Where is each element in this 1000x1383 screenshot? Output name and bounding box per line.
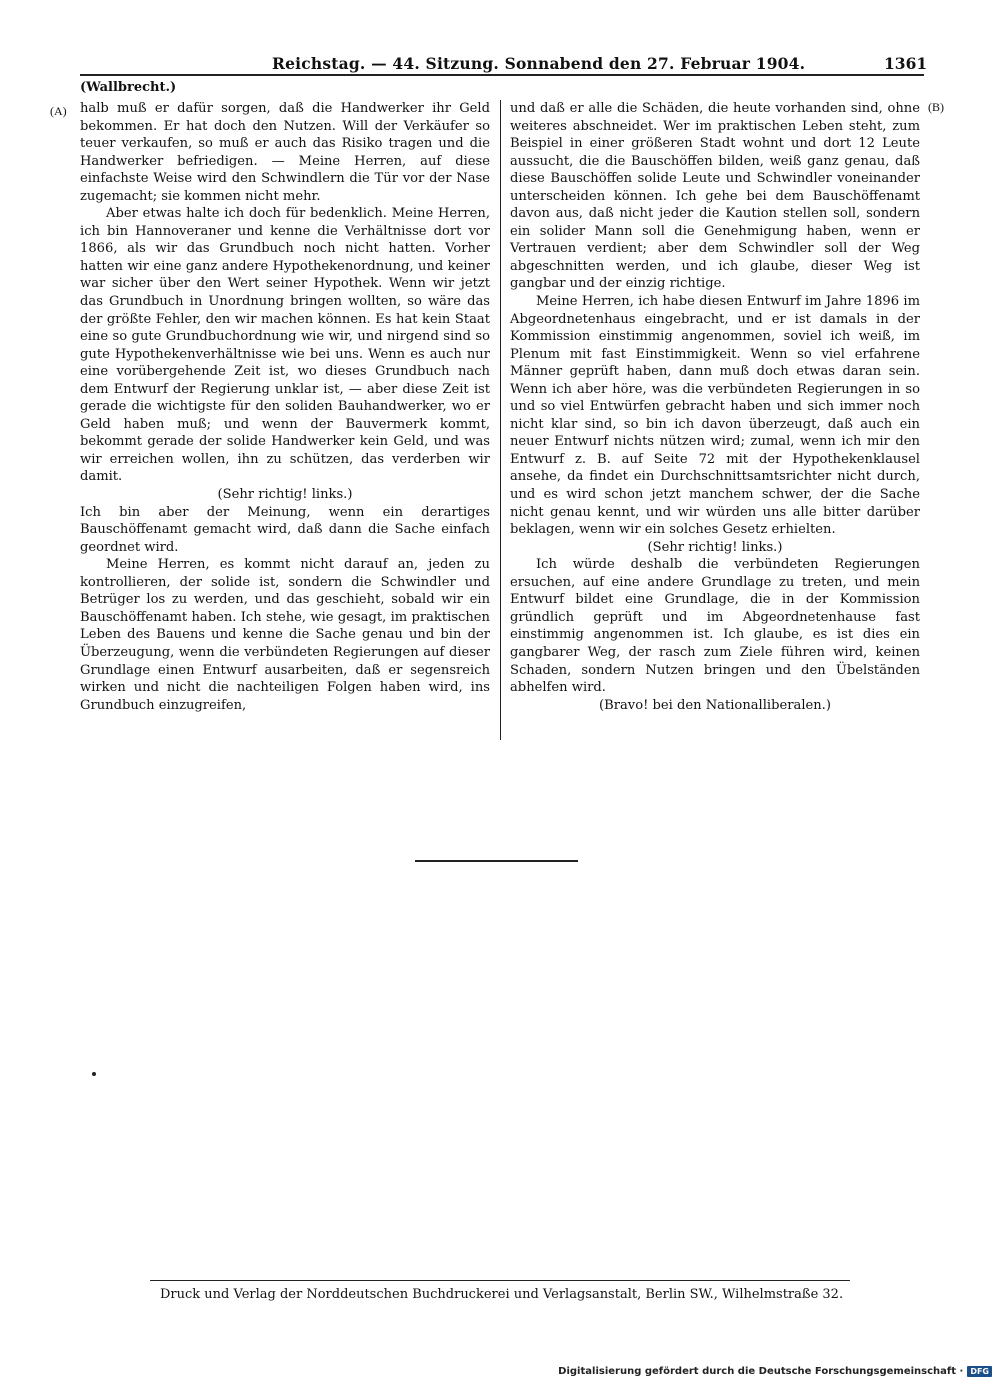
speaker-name: (Wallbrecht.): [80, 80, 177, 95]
paragraph: Ich bin aber der Meinung, wenn ein derartiges Bauschöffenamt gemacht wird, daß dann die Sache einfach geordnet wird.: [80, 504, 490, 555]
credit-text: Digitalisierung gefördert durch die Deutsche Forschungsgemeinschaft ·: [558, 1366, 964, 1377]
paragraph: halb muß er dafür sorgen, daß die Handwerker ihr Geld bekommen. Er hat doch den Nutzen. Will der Verkäufer so teuer verkaufen, so muß er auch das Risiko tragen und die Handwerker befriedigen. — Meine Herren, auf diese einfachste Weise wird den Schwindlern die Tür vor der Nase zugemacht; sie kommen nicht mehr.: [80, 101, 490, 204]
paragraph: Meine Herren, es kommt nicht darauf an, jeden zu kontrollieren, der solide ist, sondern die Schwindler und Betrüger los zu werden, und das geschieht, sobald wir ein Bauschöffenamt haben. Ich stehe, wie gesagt, im praktischen Leben des Bauens und kenne die Sache genau und bin der Überzeugung, wenn die verbündeten Regierungen auf dieser Grundlage einen Entwurf ausarbeiten, daß er segensreich wirken und nicht die nachteiligen Folgen haben wird, ins Grundbuch einzugreifen,: [80, 557, 490, 713]
interjection: (Sehr richtig! links.): [217, 487, 353, 503]
stray-mark: [92, 1072, 96, 1076]
margin-mark-a: (A): [50, 104, 67, 118]
margin-mark-b: (B): [928, 100, 944, 114]
interjection: (Sehr richtig! links.): [647, 539, 783, 555]
right-column: [510, 100, 920, 714]
dfg-logo: DFG: [967, 1366, 992, 1377]
section-end-rule: [415, 860, 578, 862]
closing-interjection: (Bravo! bei den Nationalliberalen.): [599, 697, 831, 713]
left-column: [80, 100, 490, 714]
paragraph: Ich würde deshalb die verbündeten Regierungen ersuchen, auf eine andere Grundlage zu treten, und mein Entwurf bildet eine Grundlage, die in der Kommission gründlich geprüft und im Abgeordnetenhause fast einstimmig angenommen ist. Ich glaube, es ist dies ein gangbarer Weg, der rasch zum Ziele führen wird, keinen Schaden, sondern Nutzen bringen und den Übelständen abhelfen wird.: [510, 557, 920, 696]
page-number: 1361: [884, 54, 928, 73]
imprint: Druck und Verlag der Norddeutschen Buchdruckerei und Verlagsanstalt, Berlin SW., Wilhelmstraße 32.: [160, 1287, 844, 1302]
footer-rule: [150, 1280, 850, 1281]
digitization-credit: [558, 1366, 992, 1377]
paragraph: Aber etwas halte ich doch für bedenklich. Meine Herren, ich bin Hannoveraner und kenne die Verhältnisse dort vor 1866, als wir das Grundbuch noch nicht hatten. Vorher hatten wir eine ganz andere Hypothekenordnung, und keiner war sicher über den Wert seiner Hypothek. Wenn wir jetzt das Grundbuch in Unordnung bringen wollten, so wäre das der größte Fehler, den wir machen können. Es hat kein Staat eine so gute Grundbuchordnung wie wir, und nirgend sind so gute Hypothekenverhältnisse wie bei uns. Wenn es auch nur eine vorübergehende Zeit ist, wo dieses Grundbuch nach dem Entwurf der Regierung unklar ist, — aber diese Zeit ist gerade die wichtigste für den soliden Bauhandwerker, wo er Geld haben muß; und wenn der Bauvermerk kommt, bekommt gerade der solide Handwerker kein Geld, und was wir erreichen wollen, ihn zu schützen, das verderben wir damit.: [80, 206, 490, 485]
header-rule: [80, 74, 924, 76]
running-header: Reichstag. — 44. Sitzung. Sonnabend den 27. Februar 1904.: [272, 54, 806, 73]
column-divider: [500, 100, 501, 740]
paragraph: und daß er alle die Schäden, die heute vorhanden sind, ohne weiteres abschneidet. Wer im praktischen Leben steht, zum Beispiel in einer größeren Stadt wohnt und dort 12 Leute aussucht, die die Bauschöffen bilden, weiß ganz genau, daß diese Bauschöffen solide Leute und Schwindler voneinander unterscheiden können. Ich gehe bei dem Bauschöffenamt davon aus, daß nicht jeder die Kaution stellen soll, sondern ein solider Mann soll die Genehmigung haben, wenn er Vertrauen verdient; aber dem Schwindler soll der Weg abgeschnitten werden, und ich glaube, dieser Weg ist gangbar und der einzig richtige.: [510, 101, 920, 292]
paragraph: Meine Herren, ich habe diesen Entwurf im Jahre 1896 im Abgeordnetenhaus eingebracht, und er ist damals in der Kommission einstimmig angenommen, soviel ich weiß, im Plenum mit fast Einstimmigkeit. Wenn so viel erfahrene Männer geprüft haben, dann muß doch etwas daran sein. Wenn ich aber höre, was die verbündeten Regierungen in so und so viel Entwürfen gebracht haben und sich immer noch nicht klar sind, so bin ich davon überzeugt, daß auch ein neuer Entwurf nichts nützen wird; zumal, wenn ich mir den Entwurf z. B. auf Seite 72 mit der Hypothekenklausel ansehe, da findet ein Durchschnittsamtsrichter nicht durch, und es wird schon jetzt manchem schwer, der die Sache nicht genau kennt, und wir würden uns alle bitter darüber beklagen, wenn wir ein solches Gesetz erhielten.: [510, 294, 920, 538]
